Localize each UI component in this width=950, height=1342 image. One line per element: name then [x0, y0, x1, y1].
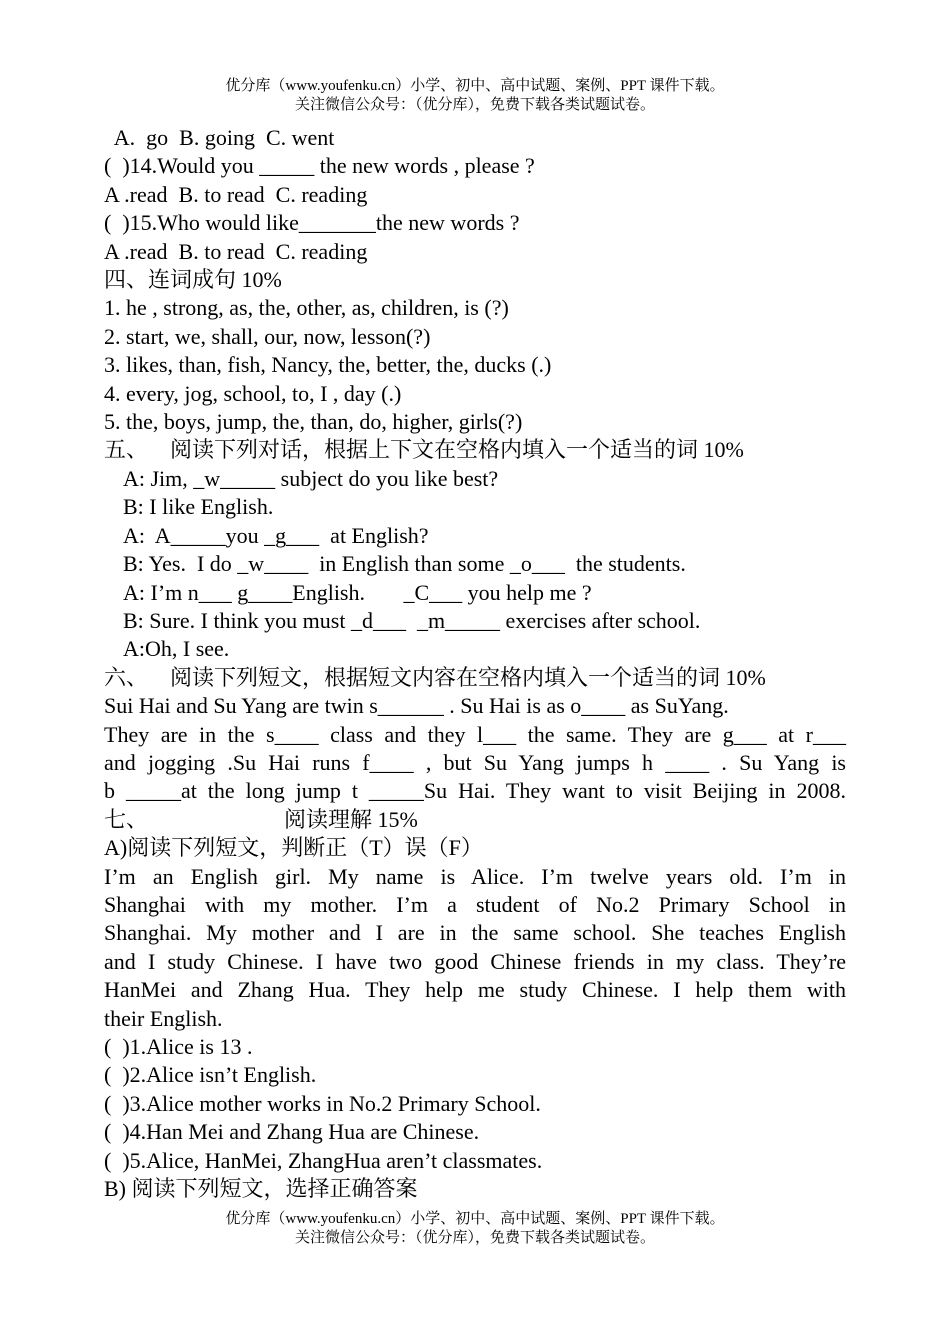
passage-line: Shanghai. My mother and I are in the same school. She teaches English: [104, 920, 846, 946]
section-5-title: 五、 阅读下列对话，根据上下文在空格内填入一个适当的词 10%: [104, 437, 744, 463]
footer-line-1: 优分库（www.youfenku.cn）小学、初中、高中试题、案例、PPT 课件下载。: [225, 1211, 725, 1227]
header-line-1: 优分库（www.youfenku.cn）小学、初中、高中试题、案例、PPT 课件下载。: [225, 78, 725, 94]
dialogue-line: A: I’m n___ g____English. _C___ you help me ?: [123, 579, 592, 605]
page-header: [0, 77, 950, 115]
cloze-line: and jogging .Su Hai runs f____ , but Su Yang jumps h ____ . Su Yang is: [104, 749, 846, 775]
section-7-title-text: 阅读理解 15%: [284, 806, 418, 832]
sentence-item: 2. start, we, shall, our, now, lesson(?): [104, 323, 431, 349]
part-b-title: B) 阅读下列短文，选择正确答案: [104, 1176, 418, 1202]
tf-question: ( )4.Han Mei and Zhang Hua are Chinese.: [104, 1119, 480, 1145]
dialogue-line: B: I like English.: [123, 494, 274, 520]
sentence-item: 5. the, boys, jump, the, than, do, higher, girls(?): [104, 409, 523, 435]
section-7-index: 七、: [104, 806, 149, 832]
options-13: A. go B. going C. went: [104, 125, 335, 150]
passage-line: I’m an English girl. My name is Alice. I’m twelve years old. I’m in: [104, 863, 846, 889]
passage-line: HanMei and Zhang Hua. They help me study Chinese. I help them with: [104, 977, 846, 1003]
dialogue-line: A: A_____you _g___ at English?: [123, 522, 429, 548]
dialogue-line: A:Oh, I see.: [123, 636, 230, 662]
worksheet-content: [104, 124, 846, 1203]
footer-line-2: 关注微信公众号：（优分库），免费下载各类试题试卷。: [294, 1230, 655, 1246]
section-6-title: 六、 阅读下列短文，根据短文内容在空格内填入一个适当的词 10%: [104, 664, 766, 690]
dialogue-line: A: Jim, _w_____ subject do you like best?: [123, 465, 499, 491]
options-14: A .read B. to read C. reading: [104, 181, 368, 207]
header-line-2: 关注微信公众号：（优分库），免费下载各类试题试卷。: [294, 97, 655, 113]
passage-line: their English.: [104, 1005, 223, 1031]
cloze-line: b _____at the long jump t _____Su Hai. They want to visit Beijing in 2008.: [104, 778, 846, 804]
cloze-line: They are in the s____ class and they l___ the same. They are g___ at r___: [104, 721, 846, 747]
tf-question: ( )5.Alice, HanMei, ZhangHua aren’t classmates.: [104, 1147, 543, 1173]
cloze-line: Sui Hai and Su Yang are twin s______ . Su Hai is as o____ as SuYang.: [104, 693, 729, 719]
tf-question: ( )3.Alice mother works in No.2 Primary School.: [104, 1090, 541, 1116]
tf-question: ( )1.Alice is 13 .: [104, 1034, 253, 1059]
options-15: A .read B. to read C. reading: [104, 238, 368, 264]
question-14: ( )14.Would you _____ the new words , please ?: [104, 153, 535, 179]
sentence-item: 1. he , strong, as, the, other, as, children, is (?): [104, 295, 509, 321]
question-15: ( )15.Who would like_______the new words ?: [104, 210, 520, 236]
dialogue-line: B: Sure. I think you must _d___ _m_____ exercises after school.: [123, 607, 701, 633]
tf-question: ( )2.Alice isn’t English.: [104, 1062, 317, 1088]
section-4-title: 四、连词成句 10%: [104, 267, 282, 293]
passage-line: and I study Chinese. I have two good Chinese friends in my class. They’re: [104, 948, 846, 974]
passage-line: Shanghai with my mother. I’m a student of No.2 Primary School in: [104, 891, 846, 917]
sentence-item: 4. every, jog, school, to, I , day (.): [104, 380, 402, 406]
part-a-title: A)阅读下列短文，判断正（T）误（F）: [104, 835, 483, 861]
page-footer: [0, 1210, 950, 1248]
dialogue-line: B: Yes. I do _w____ in English than some _o___ the students.: [123, 551, 686, 577]
sentence-item: 3. likes, than, fish, Nancy, the, better, the, ducks (.): [104, 352, 552, 378]
section-7-title: [104, 806, 846, 834]
